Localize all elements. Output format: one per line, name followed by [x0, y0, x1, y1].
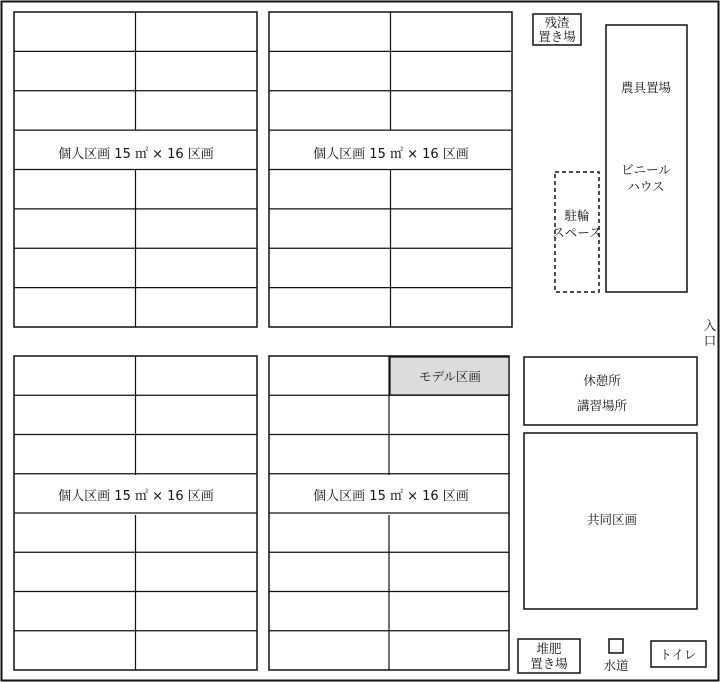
rest-area-label-line1: 休憩所	[583, 373, 621, 388]
common-plot-label: 共同区画	[586, 512, 638, 527]
bicycle-parking-label-line1: 駐輪	[564, 208, 590, 223]
plot-block-bottom-left	[14, 356, 257, 670]
water-tap	[609, 639, 623, 653]
plot-block-top-right	[269, 12, 512, 327]
greenhouse-label-line2: ハウス	[627, 179, 665, 194]
block-label-bottom-right: 個人区画 15 ㎡ × 16 区画	[313, 489, 469, 504]
greenhouse-label-line1: ビニール	[621, 162, 671, 177]
block-label-top-left: 個人区画 15 ㎡ × 16 区画	[58, 147, 214, 162]
residue-storage-label-line1: 残渣	[544, 15, 570, 30]
plot-block-top-left	[14, 12, 257, 327]
water-tap-label: 水道	[603, 658, 629, 673]
greenhouse-building	[606, 25, 687, 292]
tool-storage-label: 農具置場	[620, 80, 672, 95]
toilet-label: トイレ	[659, 647, 697, 662]
compost-storage-label-line1: 堆肥	[536, 641, 562, 656]
bicycle-parking-label-line2: スペース	[552, 225, 602, 240]
entrance-label-line2: 口	[703, 333, 717, 348]
compost-storage-label-line2: 置き場	[530, 656, 568, 671]
model-plot-label: モデル区画	[419, 369, 481, 384]
site-boundary	[2, 2, 719, 681]
rest-area	[524, 357, 697, 425]
entrance-label-line1: 入	[703, 318, 717, 333]
plot-block-bottom-right	[269, 356, 509, 670]
block-label-bottom-left: 個人区画 15 ㎡ × 16 区画	[58, 489, 214, 504]
block-label-top-right: 個人区画 15 ㎡ × 16 区画	[313, 147, 469, 162]
residue-storage-label-line2: 置き場	[538, 29, 576, 44]
rest-area-label-line2: 講習場所	[576, 398, 628, 413]
